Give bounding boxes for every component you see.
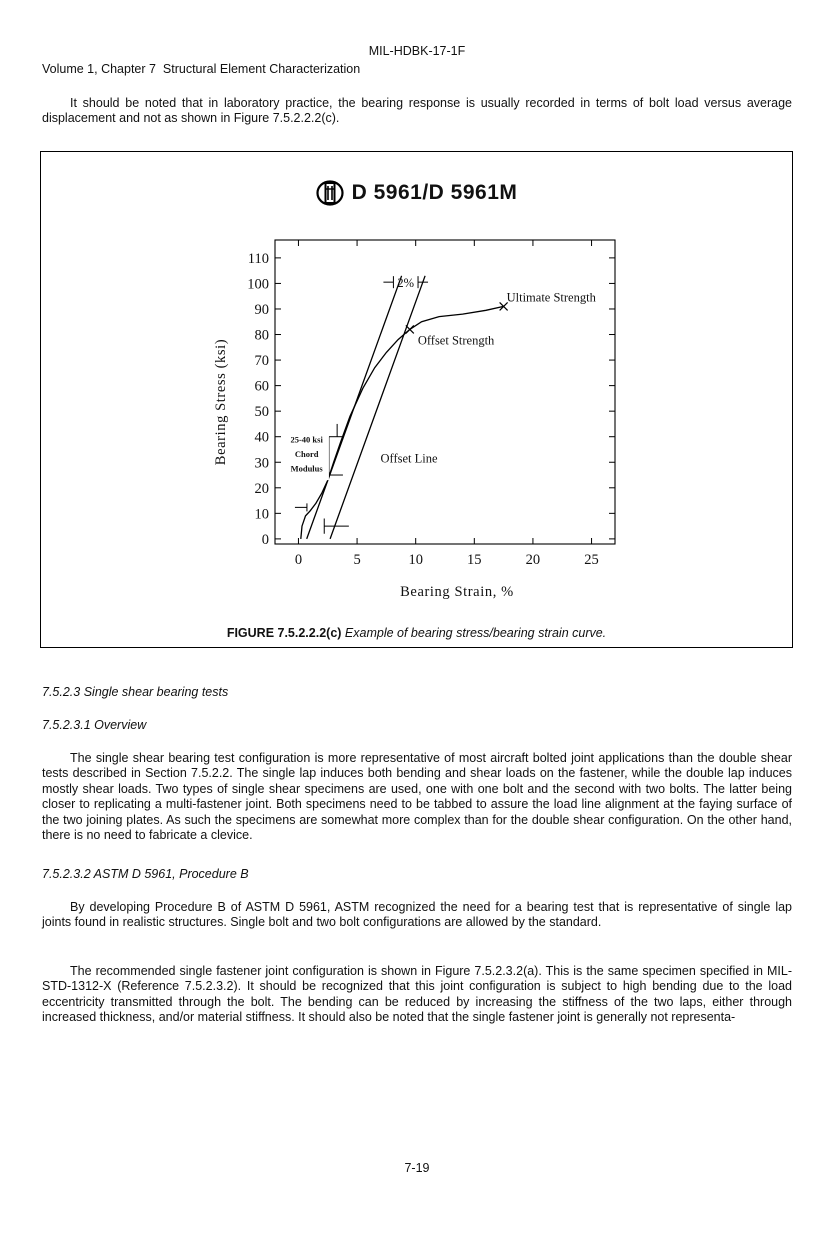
plot-frame [275,240,615,544]
x-tick-label: 5 [353,552,361,568]
x-tick-label: 10 [408,552,423,568]
y-tick-label: 110 [247,250,269,267]
x-tick-label: 15 [467,552,482,568]
y-tick-label: 30 [254,455,269,472]
chord-label-line2: Chord [294,449,319,460]
offset-line-label: Offset Line [380,451,438,466]
heading-7-5-2-3: 7.5.2.3 Single shear bearing tests [42,685,229,699]
chord-label-line3: Modulus [290,463,323,474]
configuration-paragraph: The recommended single fastener joint configuration is shown in Figure 7.5.2.3.2(a). This is the same specimen specified in MIL-STD-1312-X (Reference 7.5.2.3.2). It should be recognized that this joint configuration is subject to high bending due to the load eccentricity transmitted through the bolt. The bending can be reduced by increasing the stiffness of the two laps, either through increased thickness, and/or material stiffness. It should also be noted that the single fastener joint is generally not representa- [42,964,792,1025]
overview-paragraph: The single shear bearing test configuration is more representative of most aircraft bolted joint applications than the double shear tests described in Section 7.5.2.2. The single lap induces both bending and shear loads on the fastener, while the double lap induces mostly shear loads. Two types of single shear specimens are used, one with one bolt and the second with two bolts. The latter being closer to replicating a multi-fastener joint. Both specimens need to be tabbed to assure the load line alignment at the faying surface of the two joining plates. As such the specimens are somewhat more complex than for the double shear configuration. On the other hand, there is no need to fabricate a clevice. [42,751,792,843]
y-tick-label: 60 [254,378,269,395]
page-number: 7-19 [404,1161,430,1175]
caption-label: FIGURE 7.5.2.2.2(c) [226,626,342,640]
y-tick-label: 50 [254,404,269,421]
x-tick-label: 25 [584,552,599,568]
caption-text: Example of bearing stress/bearing strain curve. [344,626,607,640]
bearing-chart [41,152,792,622]
figure-caption [41,626,792,640]
section-header: Volume 1, Chapter 7 Structural Element Characterization [42,62,361,76]
procedure-b-paragraph: By developing Procedure B of ASTM D 5961, ASTM recognized the need for a bearing test that is representative of single lap joints found in realistic structures. Single bolt and two bolt configurations are allowed by the standard. [42,900,792,930]
chord-label-line1: 25-40 ksi [290,434,323,445]
chord-modulus-line [307,276,402,539]
y-tick-label: 80 [254,327,269,344]
offset-strength-marker [406,325,414,333]
x-tick-label: 20 [525,552,541,568]
y-tick-label: 10 [254,506,269,523]
x-axis-label: Bearing Strain, % [400,584,514,600]
figure-box [40,151,793,648]
y-tick-label: 0 [261,531,269,548]
offset-percent-label: 2% [397,276,415,291]
standard-title: D 5961/D 5961M [351,181,518,204]
ultimate-strength-label: Ultimate Strength [506,290,596,305]
intro-paragraph: It should be noted that in laboratory practice, the bearing response is usually recorded in terms of bolt load versus average displacement and not as shown in Figure 7.5.2.2.2(c). [42,96,792,126]
y-tick-label: 90 [254,301,269,318]
offset-strength-label: Offset Strength [417,333,495,348]
offset-line [330,276,425,539]
heading-7-5-2-3-2: 7.5.2.3.2 ASTM D 5961, Procedure B [42,867,249,881]
transition-bracket-left [295,503,307,511]
heading-7-5-2-3-1: 7.5.2.3.1 Overview [42,718,147,732]
y-tick-label: 70 [254,353,269,370]
y-tick-label: 20 [254,480,269,497]
y-tick-label: 40 [254,429,269,446]
x-tick-label: 0 [294,552,303,568]
y-axis-label: Bearing Stress (ksi) [213,338,229,466]
document-id: MIL-HDBK-17-1F [368,44,466,58]
y-tick-label: 100 [247,276,269,293]
